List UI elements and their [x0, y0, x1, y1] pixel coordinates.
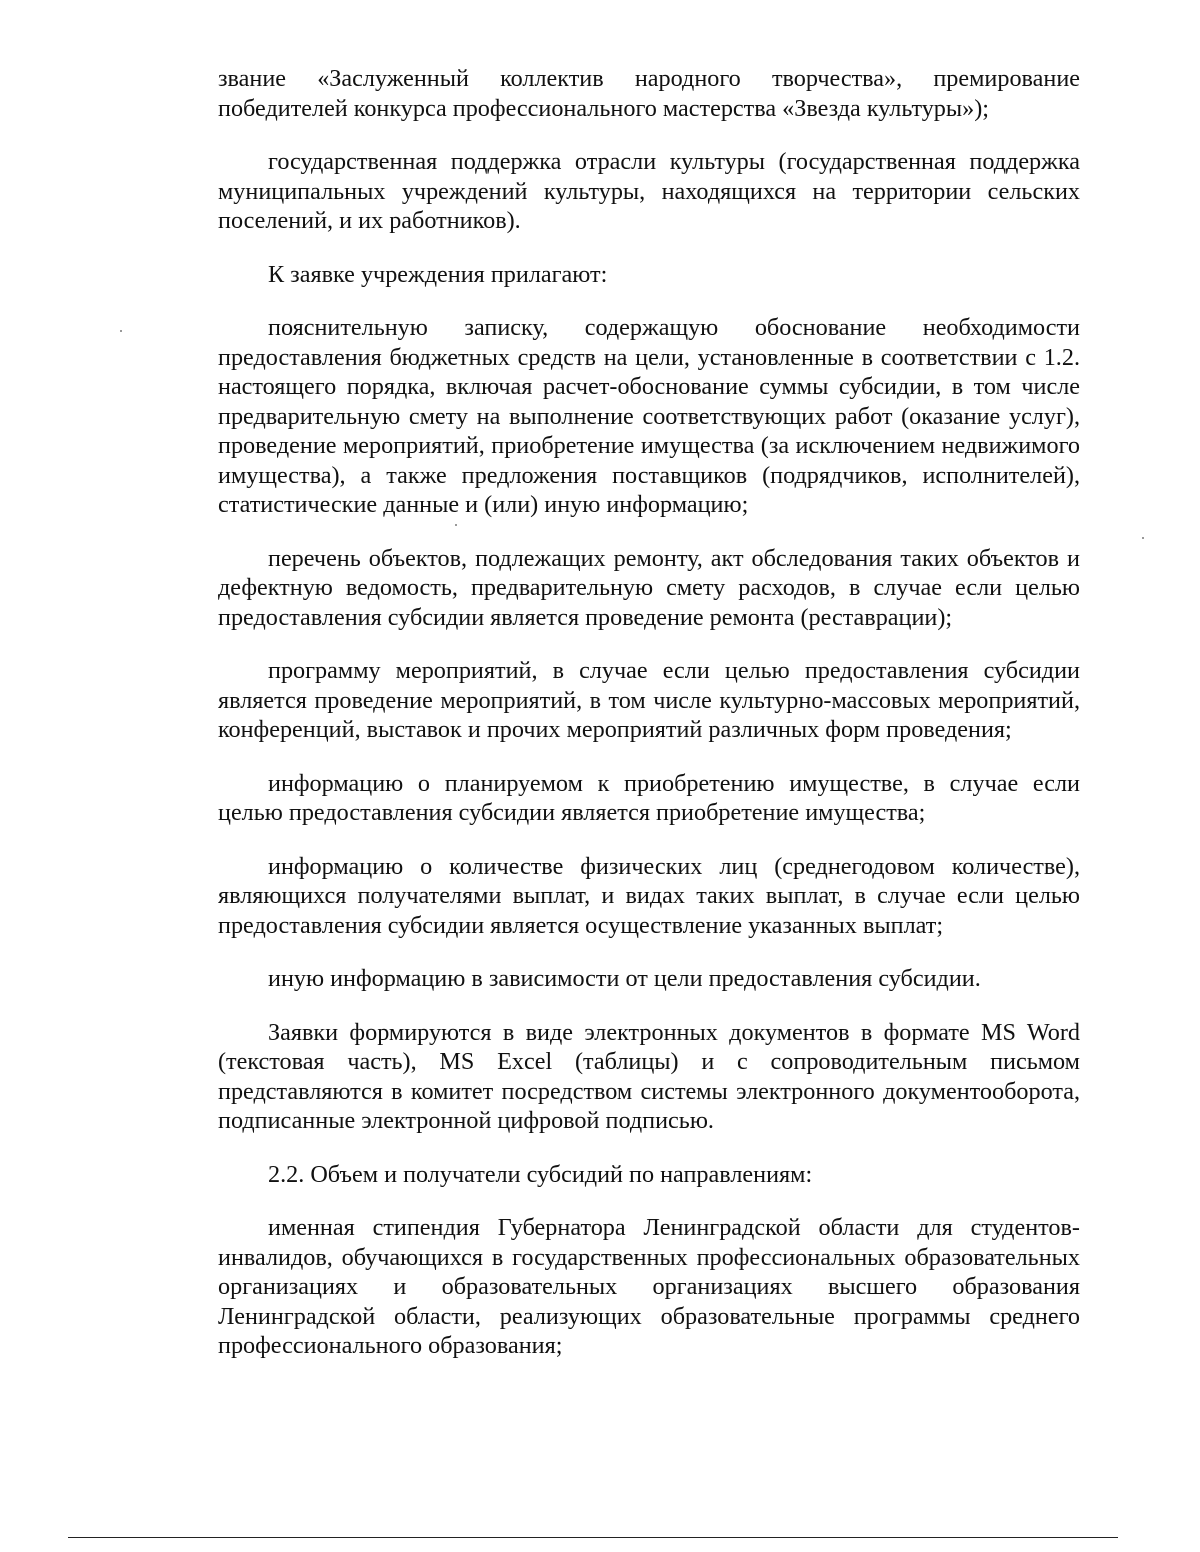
paragraph-attachments-intro: К заявке учреждения прилагают:: [268, 260, 608, 288]
paragraph-events-program: программу мероприятий, в случае если целью предоставления субсидии является проведение мероприятий, в том числе культурно-массовых мероприятий, конференций, выставок и прочих мероприятий различных форм проведения;: [218, 657, 1080, 743]
paragraph-application-format: Заявки формируются в виде электронных документов в формате MS Word (текстовая часть), MS Excel (таблицы) и с сопроводительным письмом представляются в комитет посредством системы электронного документооборота, подписанные электронной цифровой подписью.: [218, 1018, 1080, 1134]
scan-speck: [120, 330, 122, 332]
section-heading-2-2: 2.2. Объем и получатели субсидий по направлениям:: [268, 1160, 813, 1188]
paragraph-title-award: звание «Заслуженный коллектив народного творчества», премирование победителей конкурса профессионального мастерства «Звезда культуры»);: [218, 65, 1080, 122]
footer-rule: [68, 1537, 1118, 1538]
paragraph-repair-objects: перечень объектов, подлежащих ремонту, акт обследования таких объектов и дефектную ведомость, предварительную смету расходов, в случае если целью предоставления субсидии является проведение ремонта (реставрации);: [218, 544, 1080, 631]
paragraph-property-info: информацию о планируемом к приобретению имуществе, в случае если целью предоставления субсидии является приобретение имущества;: [218, 769, 1080, 826]
scan-speck: [1142, 537, 1144, 539]
document-body: [218, 64, 1080, 1385]
paragraph-payments-info: информацию о количестве физических лиц (среднегодовом количестве), являющихся получателями выплат, и видах таких выплат, в случае если целью предоставления субсидии является осуществление указанных выплат;: [218, 852, 1080, 939]
scan-speck: [455, 524, 457, 526]
paragraph-governor-scholarship: именная стипендия Губернатора Ленинградской области для студентов-инвалидов, обучающихся в государственных профессиональных образовательных организациях и образовательных организациях высшего образования Ленинградской области, реализующих образовательные программы среднего профессионального образования;: [218, 1214, 1080, 1359]
paragraph-explanatory-note: пояснительную записку, содержащую обоснование необходимости предоставления бюджетных средств на цели, установленные в соответствии с 1.2. настоящего порядка, включая расчет-обоснование суммы субсидии, в том числе предварительную смету на выполнение соответствующих работ (оказание услуг), проведение мероприятий, приобретение имущества (за исключением недвижимого имущества), а также предложения поставщиков (подрядчиков, исполнителей), статистические данные и (или) иную информацию;: [218, 314, 1080, 518]
paragraph-other-info: иную информацию в зависимости от цели предоставления субсидии.: [268, 965, 981, 992]
paragraph-state-support: государственная поддержка отрасли культуры (государственная поддержка муниципальных учреждений культуры, находящихся на территории сельских поселений, и их работников).: [218, 148, 1080, 234]
